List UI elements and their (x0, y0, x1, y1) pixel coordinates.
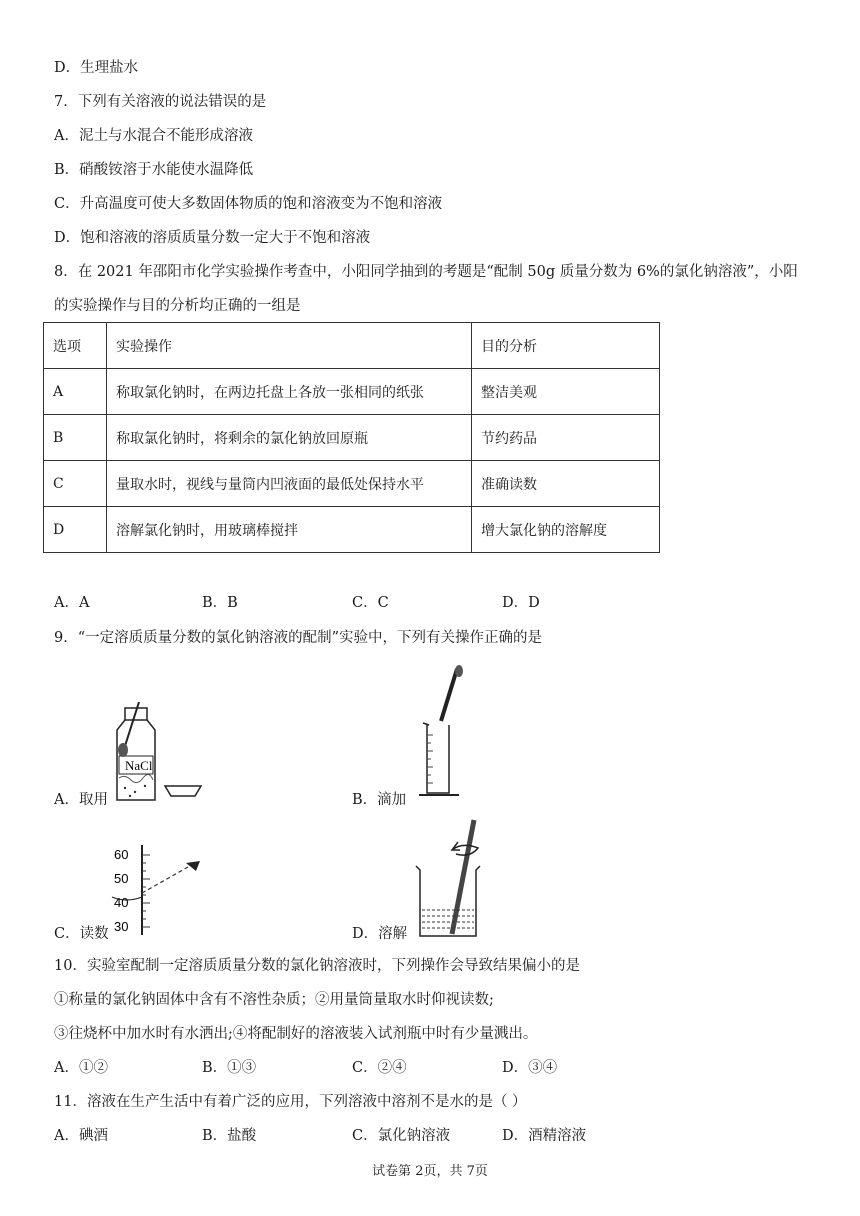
q8-table (43, 322, 660, 553)
page-footer: 试卷第 2页，共 7页 (372, 1164, 488, 1179)
q6-option-d: D．生理盐水 (54, 60, 139, 76)
q7-option-a: A．泥土与水混合不能形成溶液 (54, 128, 253, 144)
table-cell: C (44, 461, 107, 507)
table-cell: 准确读数 (472, 461, 660, 507)
tick-label: 30 (114, 919, 129, 934)
q9-figure-b-label: B．滴加 (352, 792, 407, 808)
q8-option-d: D．D (502, 595, 540, 611)
table-row (44, 369, 660, 415)
q8-option-a: A．A (54, 595, 90, 611)
table-cell: 增大氯化钠的溶解度 (472, 507, 660, 553)
q10-statement-2: ③往烧杯中加水时有水洒出;④将配制好的溶液装入试剂瓶中时有少量溅出。 (54, 1026, 538, 1042)
table-cell: 溶解氯化钠时，用玻璃棒搅拌 (107, 507, 472, 553)
table-cell: D (44, 507, 107, 553)
q10-option-d: D．③④ (502, 1060, 558, 1076)
q10-statement-1: ①称量的氯化钠固体中含有不溶性杂质；②用量筒量取水时仰视读数; (54, 992, 494, 1008)
q7-option-d: D．饱和溶液的溶质质量分数一定大于不饱和溶液 (54, 230, 371, 246)
q9-figure-c-label: C．读数 (54, 926, 109, 942)
table-cell: 整洁美观 (472, 369, 660, 415)
table-cell: 称取氯化钠时，将剩余的氯化钠放回原瓶 (107, 415, 472, 461)
table-header-row (44, 323, 660, 369)
table-row (44, 507, 660, 553)
q11-option-d: D．酒精溶液 (502, 1128, 587, 1144)
table-header-cell: 选项 (44, 323, 107, 369)
q7-option-c: C．升高温度可使大多数固体物质的饱和溶液变为不饱和溶液 (54, 196, 443, 212)
table-cell: 称取氯化钠时，在两边托盘上各放一张相同的纸张 (107, 369, 472, 415)
q9-stem: 9．“一定溶质质量分数的氯化钠溶液的配制”实验中，下列有关操作正确的是 (54, 630, 543, 646)
q9-figure-a-label: A．取用 (54, 792, 108, 808)
q11-option-b: B．盐酸 (202, 1128, 257, 1144)
eye-icon (186, 861, 200, 871)
table-cell: 量取水时，视线与量筒内凹液面的最低处保持水平 (107, 461, 472, 507)
q8-stem-line1: 8．在 2021 年邵阳市化学实验操作考查中，小阳同学抽到的考题是“配制 50g 质量分数为 6%的氯化钠溶液”，小阳 (54, 264, 798, 280)
table-header-cell: 目的分析 (472, 323, 660, 369)
q9-figure-d-label: D．溶解 (352, 926, 408, 942)
table-cell: 节约药品 (472, 415, 660, 461)
q10-option-c: C．②④ (352, 1060, 407, 1076)
q10-option-b: B．①③ (202, 1060, 257, 1076)
q7-stem: 7．下列有关溶液的说法错误的是 (54, 94, 267, 110)
q10-option-a: A．①② (54, 1060, 108, 1076)
bottle-label-text: NaCl (125, 758, 153, 773)
q8-option-b: B．B (202, 595, 238, 611)
q11-option-c: C．氯化钠溶液 (352, 1128, 451, 1144)
beaker-stirring-figure (412, 818, 492, 942)
tick-label: 60 (114, 847, 129, 862)
tick-label: 40 (114, 895, 129, 910)
table-header-cell: 实验操作 (107, 323, 472, 369)
reagent-bottle-figure (105, 700, 205, 810)
q10-stem: 10．实验室配制一定溶质质量分数的氯化钠溶液时，下列操作会导致结果偏小的是 (54, 958, 580, 974)
table-row (44, 461, 660, 507)
q8-option-c: C．C (352, 595, 389, 611)
q7-option-b: B．硝酸铵溶于水能使水温降低 (54, 162, 254, 178)
q8-stem-line2: 的实验操作与目的分析均正确的一组是 (54, 298, 301, 314)
q11-stem: 11．溶液在生产生活中有着广泛的应用，下列溶液中溶剂不是水的是（ ） (54, 1094, 527, 1110)
q11-option-a: A．碘酒 (54, 1128, 108, 1144)
cylinder-reading-figure (108, 845, 208, 935)
graduated-cylinder-dropper-figure (415, 665, 475, 805)
table-cell: A (44, 369, 107, 415)
tick-label: 50 (114, 871, 129, 886)
table-cell: B (44, 415, 107, 461)
table-row (44, 415, 660, 461)
